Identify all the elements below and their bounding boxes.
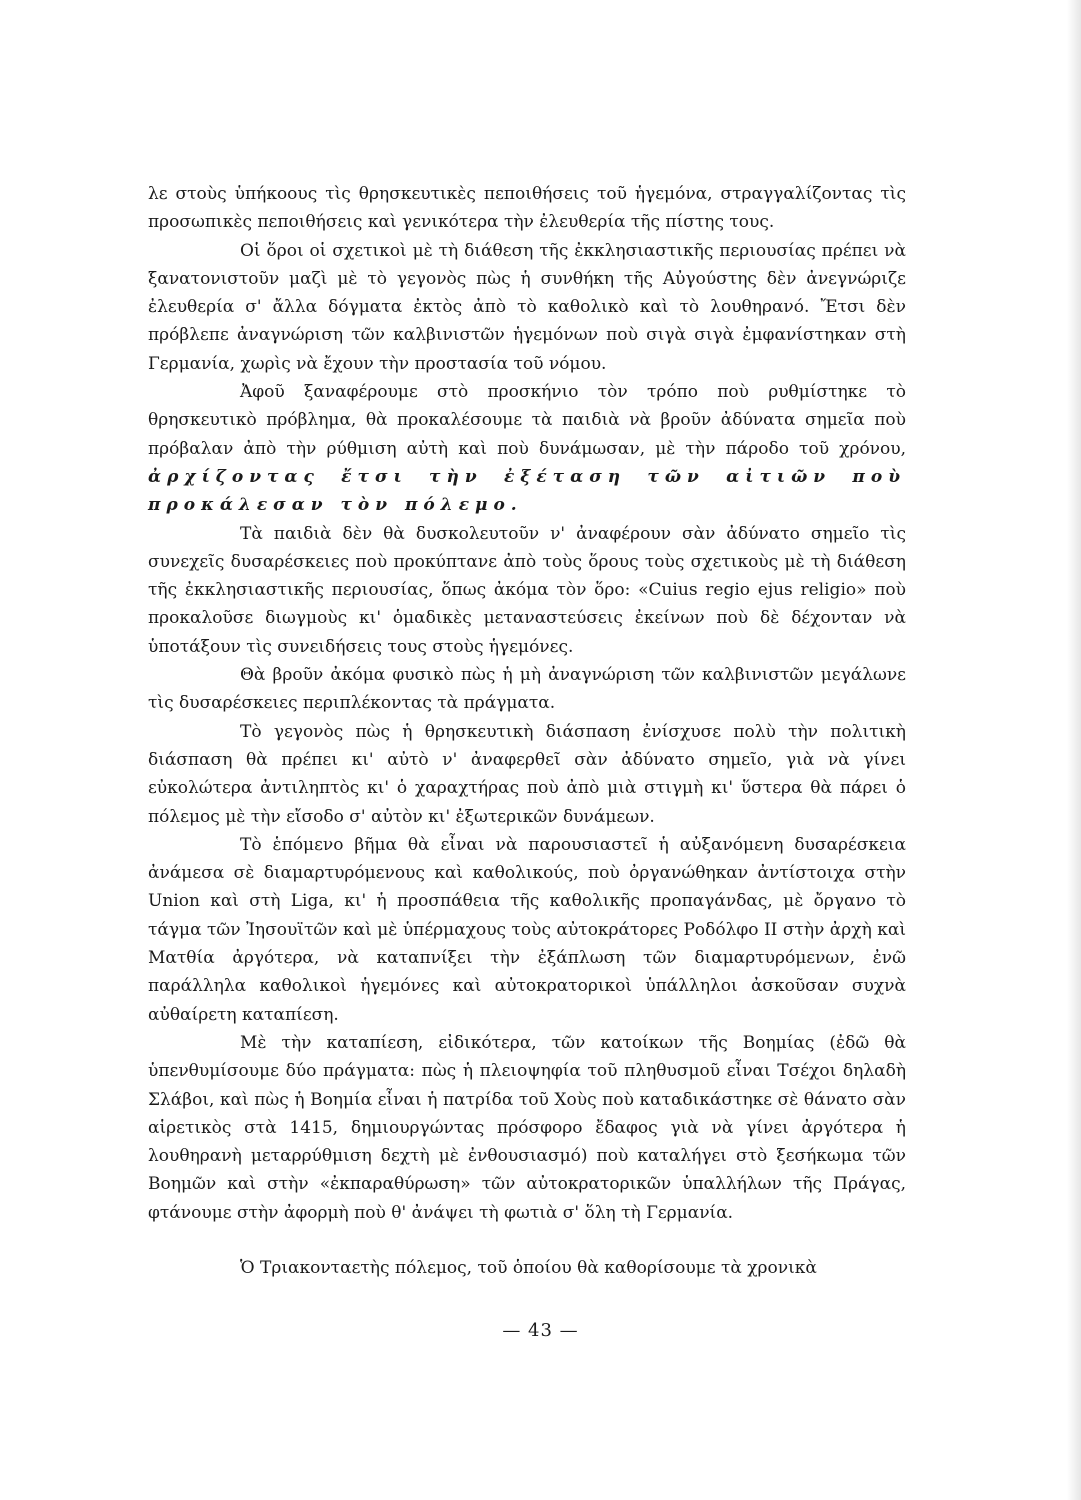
paragraph-3 [148,378,906,519]
paragraph-9: Ὁ Τριακονταετὴς πόλεμος, τοῦ ὁποίου θὰ καθορίσουμε τὰ χρονικὰ [240,1257,817,1278]
page-edge-shadow [1067,0,1081,1500]
section-gap [148,1227,906,1254]
page-number: — 43 — [502,1320,579,1341]
paragraph-3-text: Ἀφοῦ ξαναφέρουμε στὸ προσκήνιο τὸν τρόπο ποὺ ρυθμίστηκε τὸ θρησκευτικὸ πρόβλημα, θὰ προκαλέσουμε τὰ παιδιὰ νὰ βροῦν ἀδύνατα σημεῖα ποὺ πρόβαλαν ἀπὸ τὴν ρύθμιση αὐτὴ καὶ ποὺ δυνάμωσαν, μὲ τὴν πάροδο τοῦ χρόνου, [148,382,906,459]
paragraph-2: Οἱ ὅροι οἱ σχετικοὶ μὲ τὴ διάθεση τῆς ἐκκλησιαστικῆς περιουσίας πρέπει νὰ ξανατονιστοῦν μαζὶ μὲ τὸ γεγονὸς πὼς ἡ συνθήκη τῆς Αὐγούστης δὲν ἀνεγνώριζε ἐλευθερία σ' ἄλλα δόγματα ἐκτὸς ἀπὸ τὸ καθολικὸ καὶ τὸ λουθηρανό. Ἔτσι δὲν πρόβλεπε ἀναγνώριση τῶν καλβινιστῶν ἡγεμόνων ποὺ σιγὰ σιγὰ ἐμφανίστηκαν στὴ Γερμανία, χωρὶς νὰ ἔχουν τὴν προστασία τοῦ νόμου. [148,240,906,374]
paragraph-8: Μὲ τὴν καταπίεση, εἰδικότερα, τῶν κατοίκων τῆς Βοημίας (ἐδῶ θὰ ὑπενθυμίσουμε δύο πράγματα: πὼς ἡ πλειοψηφία τοῦ πληθυσμοῦ εἶναι Τσέχοι δηλαδὴ Σλάβοι, καὶ πὼς ἡ Βοημία εἶναι ἡ πατρίδα τοῦ Χοὺς ποὺ καταδικάστηκε σὲ θάνατο σὰν αἱρετικὸς στὰ 1415, δημιουργώντας πρόσφορο ἔδαφος γιὰ νὰ γίνει ἀργότερα ἡ λουθηρανὴ μεταρρύθμιση δεχτὴ μὲ ἐνθουσιασμό) ποὺ καταλήγει στὸ ξεσήκωμα τῶν Βοημῶν καὶ στὴν «ἐκπαραθύρωση» τῶν αὐτοκρατορικῶν ὑπαλλήλων τῆς Πράγας, φτάνουμε στὴν ἀφορμὴ ποὺ θ' ἀνάψει τὴ φωτιὰ σ' ὅλη τὴ Γερμανία. [148,1032,906,1223]
paragraph-7: Τὸ ἑπόμενο βῆμα θὰ εἶναι νὰ παρουσιαστεῖ ἡ αὐξανόμενη δυσαρέσκεια ἀνάμεσα σὲ διαμαρτυρόμενους καὶ καθολικούς, ποὺ ὀργανώθηκαν ἀντίστοιχα στὴν Union καὶ στὴ Liga, κι' ἡ προσπάθεια τῆς καθολικῆς προπαγάνδας, μὲ ὄργανο τὸ τάγμα τῶν Ἰησουϊτῶν καὶ μὲ ὑπέρμαχους τοὺς αὐτοκράτορες Ροδόλφο II στὴν ἀρχὴ καὶ Ματθία ἀργότερα, νὰ καταπνίξει τὴν ἐξάπλωση τῶν διαμαρτυρόμενων, ἐνῶ παράλληλα καθολικοὶ ἡγεμόνες καὶ αὐτοκρατορικοὶ ὑπάλληλοι ἀσκοῦσαν συχνὰ αὐθαίρετη καταπίεση. [148,834,906,1025]
emphasis-text: ἀρχίζοντας ἔτσι τὴν ἐξέταση τῶν αἰτιῶν ποὺ προκάλεσαν τὸν πόλεμο. [148,466,906,516]
paragraph-5: Θὰ βροῦν ἀκόμα φυσικὸ πὼς ἡ μὴ ἀναγνώριση τῶν καλβινιστῶν μεγάλωνε τὶς δυσαρέσκειες περιπλέκοντας τὰ πράγματα. [148,665,906,714]
paragraph-4: Τὰ παιδιὰ δὲν θὰ δυσκολευτοῦν ν' ἀναφέρουν σὰν ἀδύνατο σημεῖο τὶς συνεχεῖς δυσαρέσκειες ποὺ προκύπτανε ἀπὸ τοὺς ὅρους τοὺς σχετικοὺς μὲ τὴ διάθεση τῆς ἐκκλησιαστικῆς περιουσίας, ὅπως ἀκόμα τὸν ὅρο: «Cuius regio ejus religio» ποὺ προκαλοῦσε διωγμοὺς κι' ὁμαδικὲς μεταναστεύσεις ἐκείνων ποὺ δὲ δέχονταν νὰ ὑποτάξουν τὶς συνειδήσεις τους στοὺς ἡγεμόνες. [148,523,906,657]
body-text [148,180,906,1282]
paragraph-6: Τὸ γεγονὸς πὼς ἡ θρησκευτικὴ διάσπαση ἐνίσχυσε πολὺ τὴν πολιτικὴ διάσπαση θὰ πρέπει κι' αὐτὸ ν' ἀναφερθεῖ σὰν ἀδύνατο σημεῖο, γιὰ νὰ γίνει εὐκολώτερα ἀντιληπτὸς κι' ὁ χαραχτήρας ποὺ ἀπὸ μιὰ στιγμὴ κι' ὕστερα θὰ πάρει ὁ πόλεμος μὲ τὴν εἴσοδο σ' αὐτὸν κι' ἐξωτερικῶν δυνάμεων. [148,721,906,827]
paragraph-1: λε στοὺς ὑπήκοους τὶς θρησκευτικὲς πεποιθήσεις τοῦ ἡγεμόνα, στραγγαλίζοντας τὶς προσωπικὲς πεποιθήσεις καὶ γενικότερα τὴν ἐλευθερία τῆς πίστης τους. [148,184,906,233]
